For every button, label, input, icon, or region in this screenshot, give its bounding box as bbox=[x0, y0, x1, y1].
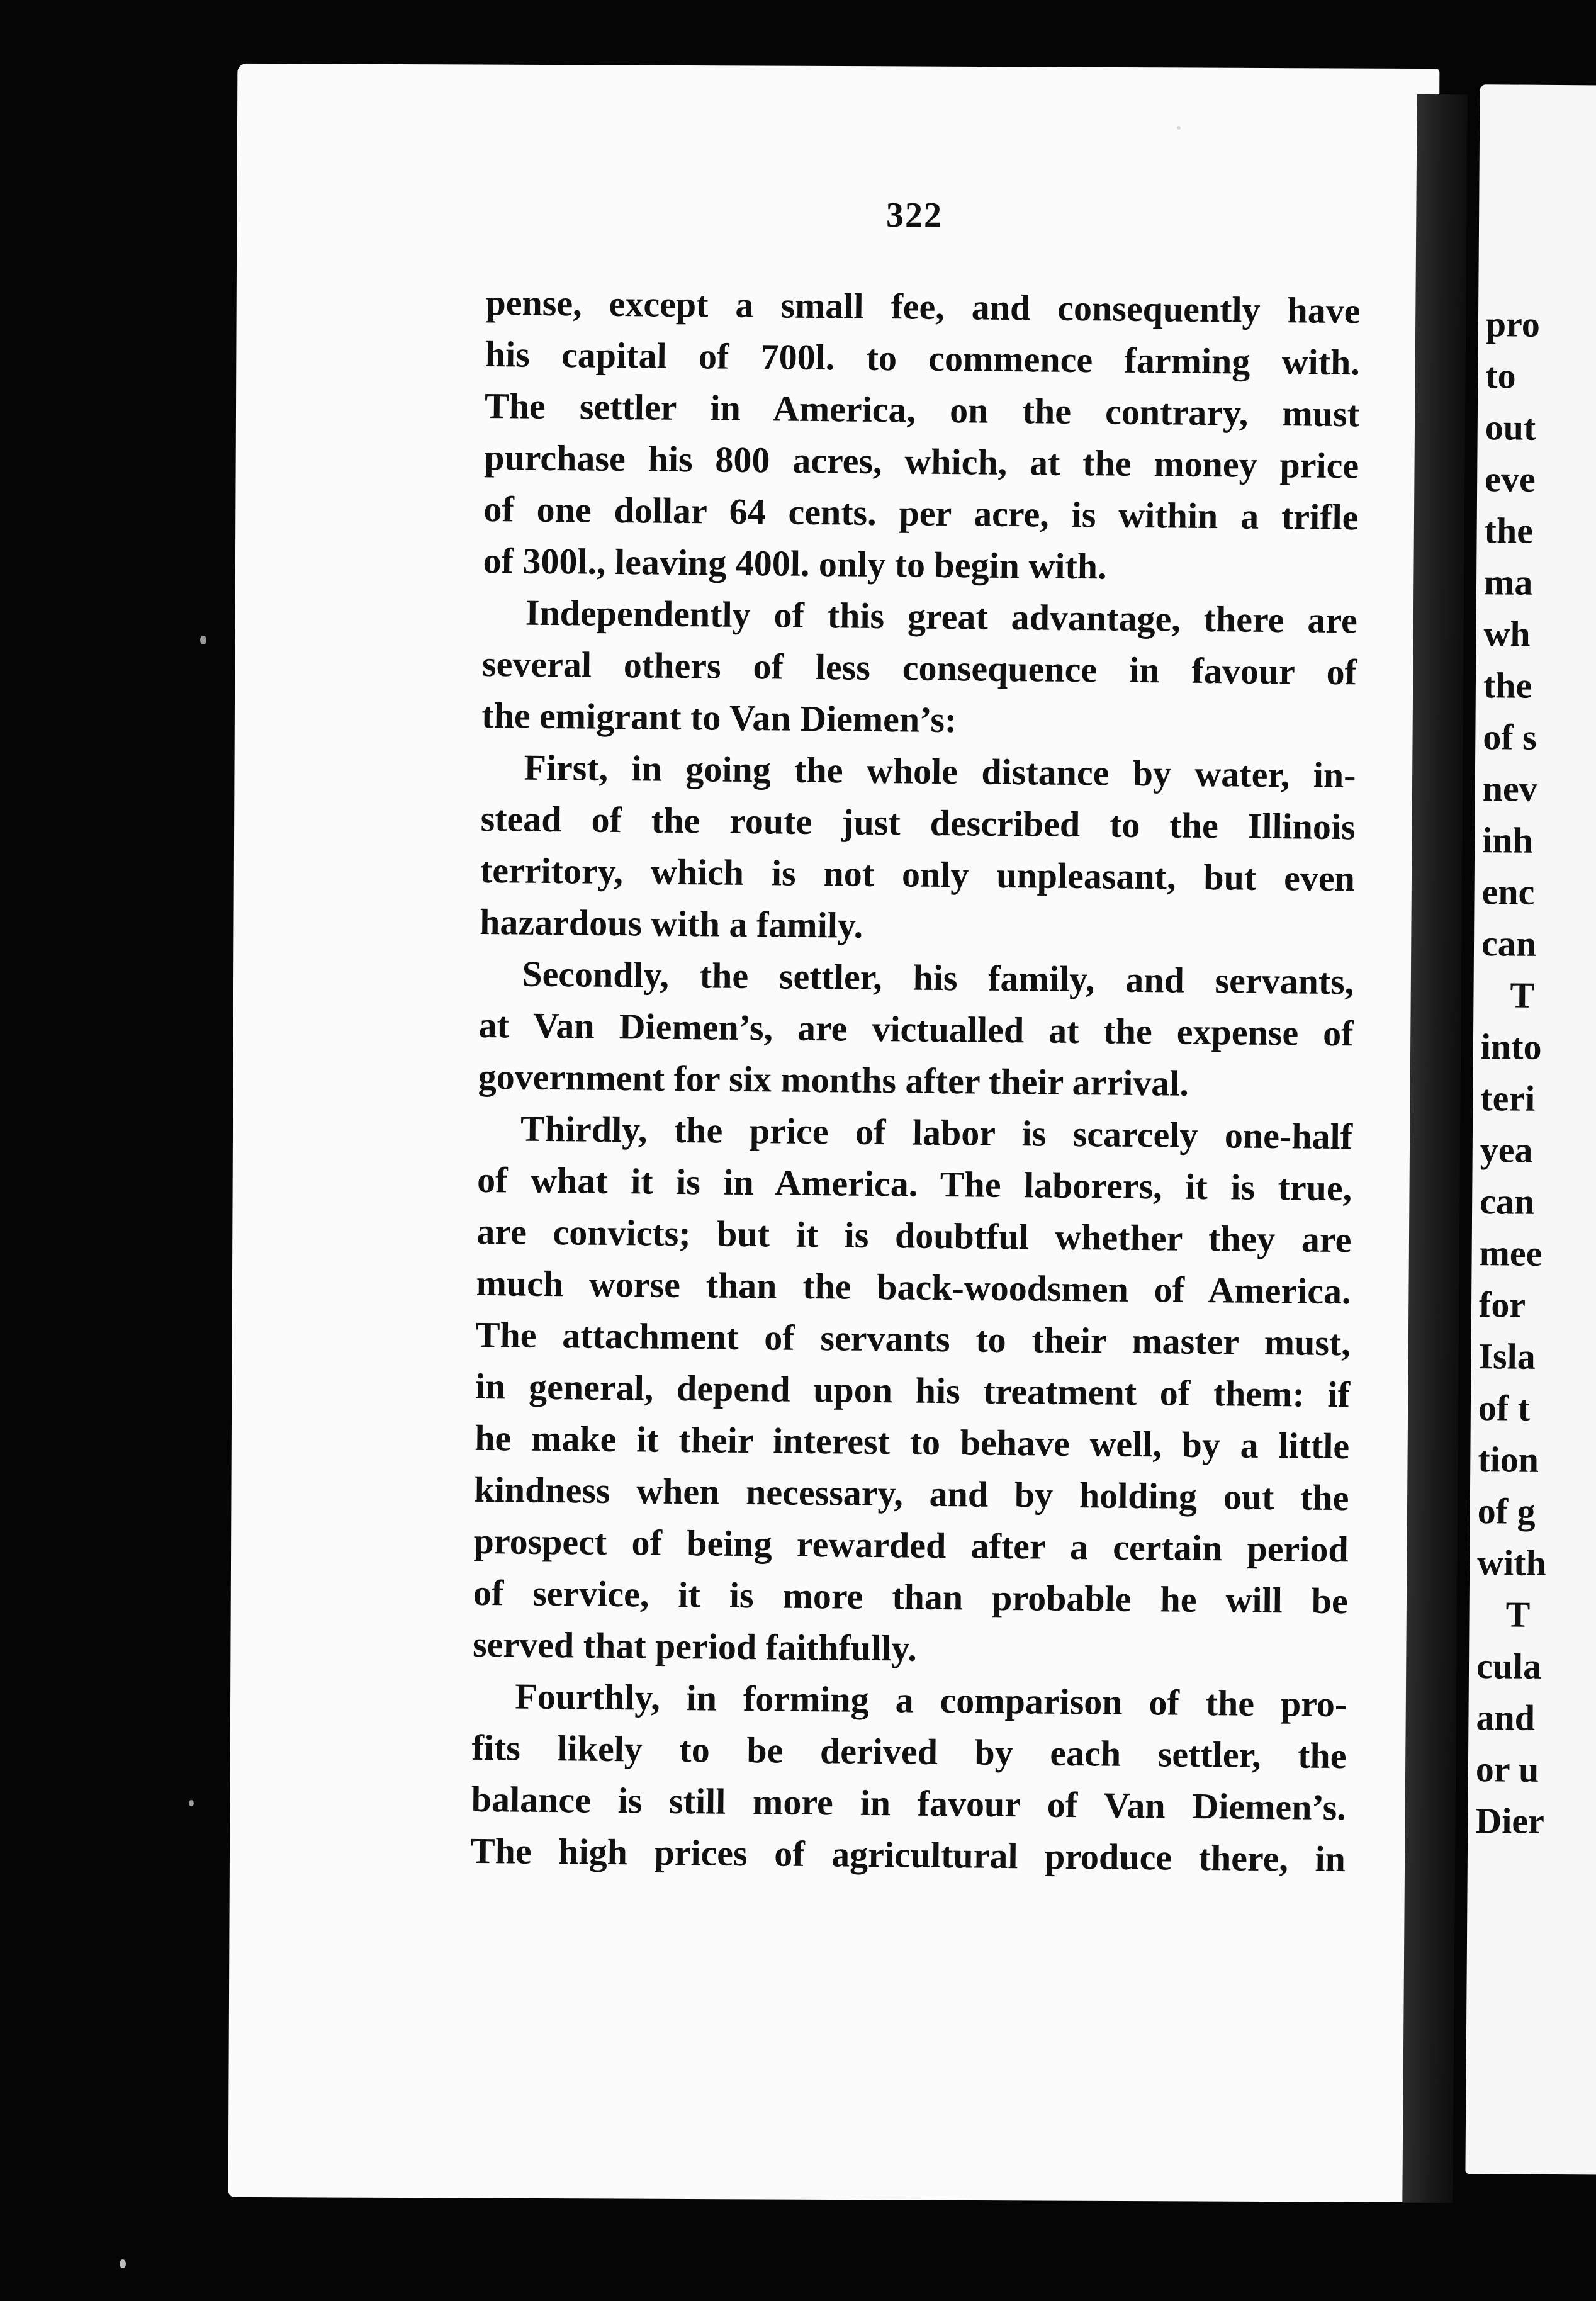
facing-text-line: enc bbox=[1481, 871, 1535, 913]
facing-text-line: for bbox=[1478, 1284, 1526, 1325]
facing-text-line: Dier bbox=[1475, 1800, 1545, 1842]
text-line: The attachment of servants to their master must, bbox=[475, 1314, 1351, 1364]
text-line: stead of the route just described to the Illinois bbox=[480, 797, 1356, 848]
facing-text-line: into bbox=[1480, 1026, 1542, 1067]
text-line: prospect of being rewarded after a certain period bbox=[473, 1520, 1349, 1570]
text-line: several others of less consequence in favour of bbox=[481, 643, 1357, 693]
text-line: at Van Diemen’s, are victualled at the expense of bbox=[478, 1004, 1354, 1054]
text-line: purchase his 800 acres, which, at the money price bbox=[483, 436, 1359, 487]
text-line: the emigrant to Van Diemen’s: bbox=[481, 694, 957, 741]
facing-text-line: T bbox=[1510, 974, 1535, 1016]
facing-text-line: yea bbox=[1480, 1129, 1533, 1171]
facing-text-line: with bbox=[1476, 1542, 1546, 1584]
facing-text-line: tion bbox=[1478, 1439, 1539, 1480]
facing-text-line: to bbox=[1485, 355, 1516, 397]
text-line: much worse than the back-woodsmen of America. bbox=[476, 1262, 1351, 1312]
facing-text-line: teri bbox=[1480, 1077, 1536, 1119]
text-line: fits likely to be derived by each settler, the bbox=[471, 1726, 1347, 1777]
margin-speck bbox=[189, 1800, 194, 1806]
facing-text-line: wh bbox=[1483, 613, 1531, 655]
text-line: of what it is in America. The laborers, it is true, bbox=[476, 1159, 1352, 1209]
text-line: government for six months after their arrival. bbox=[478, 1055, 1189, 1104]
facing-text-line: mee bbox=[1479, 1232, 1543, 1274]
facing-text-line: of s bbox=[1483, 716, 1537, 758]
facing-text-line: or u bbox=[1475, 1748, 1539, 1790]
text-line: are convicts; but it is doubtful whether they are bbox=[476, 1210, 1352, 1261]
page-number: 322 bbox=[886, 196, 943, 235]
facing-text-line: of g bbox=[1477, 1490, 1536, 1532]
facing-text-line: can bbox=[1479, 1181, 1535, 1222]
facing-text-line: can bbox=[1481, 923, 1537, 964]
text-line: Secondly, the settler, his family, and servants, bbox=[522, 953, 1354, 1003]
text-line: The settler in America, on the contrary, must bbox=[484, 385, 1360, 435]
text-line: Thirdly, the price of labor is scarcely one-half bbox=[520, 1108, 1353, 1157]
facing-text-line: eve bbox=[1484, 458, 1536, 500]
facing-text-line: T bbox=[1505, 1594, 1531, 1635]
text-line: hazardous with a family. bbox=[479, 901, 863, 946]
text-line: of service, it is more than probable he will be bbox=[473, 1572, 1349, 1622]
facing-text-line: Isla bbox=[1478, 1336, 1536, 1377]
facing-page bbox=[1465, 84, 1596, 2175]
text-line: kindness when necessary, and by holding out the bbox=[474, 1468, 1349, 1519]
text-line: pense, except a small fee, and consequently have bbox=[485, 281, 1361, 332]
facing-text-line: ma bbox=[1483, 561, 1533, 603]
facing-text-line: cula bbox=[1476, 1645, 1542, 1687]
facing-page-text bbox=[1475, 298, 1596, 1848]
facing-text-line: nev bbox=[1482, 768, 1538, 809]
text-line: served that period faithfully. bbox=[472, 1623, 918, 1669]
facing-text-line: the bbox=[1484, 510, 1534, 551]
text-line: Independently of this great advantage, there are bbox=[525, 592, 1358, 641]
facing-text-line: and bbox=[1476, 1697, 1536, 1738]
facing-text-line: pro bbox=[1485, 303, 1541, 345]
facing-text-line: inh bbox=[1481, 819, 1534, 861]
facing-text-line: of t bbox=[1478, 1387, 1531, 1429]
text-line: First, in going the whole distance by water, in- bbox=[524, 746, 1356, 796]
text-line: he make it their interest to behave well, by a little bbox=[474, 1417, 1350, 1467]
text-line: The high prices of agricultural produce there, in bbox=[470, 1830, 1346, 1880]
text-line: Fourthly, in forming a comparison of the pro- bbox=[515, 1675, 1347, 1725]
text-line: territory, which is not only unpleasant, but even bbox=[480, 849, 1356, 899]
margin-speck bbox=[120, 2259, 126, 2268]
facing-text-line: out bbox=[1485, 407, 1536, 448]
text-line: in general, depend upon his treatment of them: if bbox=[475, 1365, 1351, 1415]
text-line: of one dollar 64 cents. per acre, is within a trifle bbox=[483, 488, 1359, 538]
text-line: balance is still more in favour of Van Diemen’s. bbox=[471, 1778, 1347, 1828]
margin-speck bbox=[200, 636, 206, 644]
page-body-text bbox=[471, 277, 1361, 1885]
text-line: of 300l., leaving 400l. only to begin with. bbox=[483, 539, 1107, 587]
text-line: his capital of 700l. to commence farming with. bbox=[485, 333, 1361, 383]
facing-text-line: the bbox=[1483, 665, 1532, 706]
paper-speck bbox=[1177, 126, 1181, 130]
